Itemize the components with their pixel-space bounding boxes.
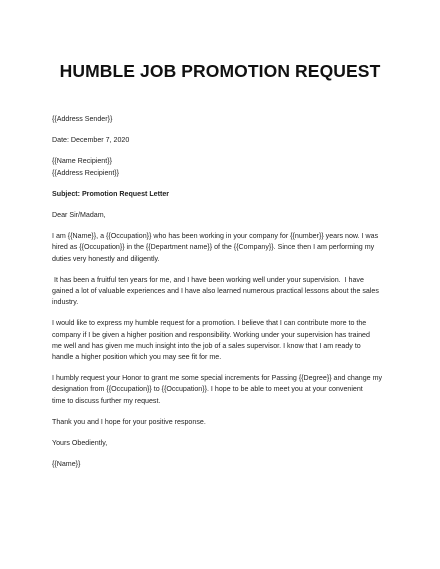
paragraph-3: [52, 318, 396, 363]
paragraph-line: gained a lot of valuable experiences and I have also learned numerous practical lessons about the sales: [52, 287, 379, 296]
sender-address: {{Address Sender}}: [52, 115, 113, 123]
paragraph-line: hired as {{Occupation}} in the {{Department name}} of the {{Company}}. Since then I am performing my: [52, 243, 375, 252]
paragraph-line: I would like to express my humble request for a promotion. I believe that I can contribute more to the: [52, 319, 367, 328]
sign-off: Yours Obediently,: [52, 439, 108, 448]
recipient-name: {{Name Recipient}}: [52, 157, 112, 166]
paragraph-line: handle a higher position which you may see fit for me.: [52, 353, 222, 362]
closing-thanks: Thank you and I hope for your positive response.: [52, 417, 206, 426]
paragraph-line: me well and has given me much insight into the job of a sales supervisor. I know that I am ready to: [52, 341, 361, 350]
signature-name: {{Name}}: [52, 460, 81, 469]
paragraph-line: I am {{Name}}, a {{Occupation}} who has been working in your company for {{number}} years now. I was: [52, 232, 379, 241]
paragraph-1: [52, 231, 396, 265]
paragraph-line: duties very honestly and diligently.: [52, 254, 160, 263]
paragraph-line: designation from {{Occupation}} to {{Occupation}}. I hope to be able to meet you at your convenient: [52, 385, 363, 394]
paragraph-line: company if I be given a higher position and responsibility. Working under your supervision has trained: [52, 330, 370, 339]
salutation: Dear Sir/Madam,: [52, 211, 106, 220]
paragraph-line: time to discuss further my request.: [52, 396, 161, 405]
letter-body: [52, 114, 396, 470]
document-title: HUMBLE JOB PROMOTION REQUEST: [59, 61, 381, 81]
paragraph-2: [52, 275, 396, 309]
paragraph-line: industry.: [52, 298, 79, 307]
letter-subject: Subject: Promotion Request Letter: [52, 189, 170, 198]
paragraph-line: It has been a fruitful ten years for me, and I have been working well under your supervision. I have: [52, 275, 364, 284]
recipient-address: {{Address Recipient}}: [52, 168, 120, 177]
paragraph-4: [52, 373, 396, 407]
paragraph-line: I humbly request your Honor to grant me some special increments for Passing {{Degree}} and change my: [52, 374, 383, 383]
letter-date: Date: December 7, 2020: [52, 136, 130, 145]
